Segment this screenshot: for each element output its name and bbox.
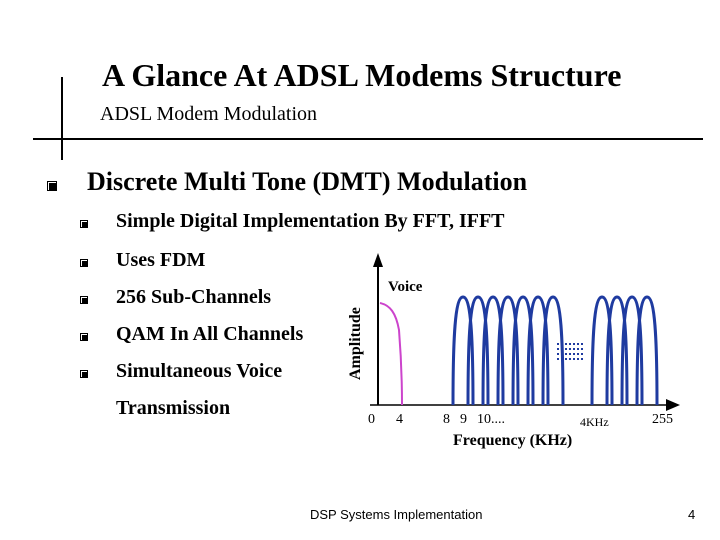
- sub-bullet-text: QAM In All Channels: [116, 323, 304, 345]
- x-axis: [370, 399, 680, 411]
- footer-text: DSP Systems Implementation: [310, 507, 483, 522]
- title-horizontal-rule: [33, 138, 703, 140]
- page-number: 4: [688, 507, 696, 522]
- x-axis-label: Frequency (KHz): [453, 432, 573, 449]
- sub-bullet-text: 256 Sub-Channels: [116, 286, 272, 308]
- square-bullet-icon: [80, 333, 88, 341]
- square-bullet-icon: [80, 220, 88, 228]
- tick-label-4khz: 4KHz: [580, 415, 609, 429]
- slide-title: A Glance At ADSL Modems Structure: [102, 57, 622, 93]
- main-bullet-text: Discrete Multi Tone (DMT) Modulation: [87, 167, 528, 196]
- y-axis: [373, 253, 383, 405]
- title-vertical-rule: [61, 77, 63, 160]
- y-axis-label: Amplitude: [347, 307, 364, 380]
- tick-label-4: 4: [396, 412, 403, 427]
- slide-subtitle: ADSL Modem Modulation: [100, 103, 318, 125]
- tick-label-10: 10....: [477, 412, 505, 427]
- tick-label-9: 9: [460, 412, 467, 427]
- sub-bullet-continuation: Transmission: [116, 397, 231, 419]
- subchannel-lobes: [453, 297, 657, 405]
- square-bullet-icon: [80, 259, 88, 267]
- tick-label-0: 0: [368, 412, 375, 427]
- square-bullet-icon: [47, 181, 57, 191]
- tick-label-8: 8: [443, 412, 450, 427]
- voice-label: Voice: [388, 279, 423, 295]
- tick-label-255: 255: [652, 412, 673, 427]
- sub-bullet-text: Simple Digital Implementation By FFT, IFFT: [116, 210, 505, 232]
- sub-bullet-text: Simultaneous Voice: [116, 360, 283, 382]
- sub-bullet-text: Uses FDM: [116, 249, 206, 271]
- square-bullet-icon: [80, 370, 88, 378]
- square-bullet-icon: [80, 296, 88, 304]
- dmt-spectrum-diagram: [340, 245, 690, 455]
- voice-band-curve: [380, 303, 402, 405]
